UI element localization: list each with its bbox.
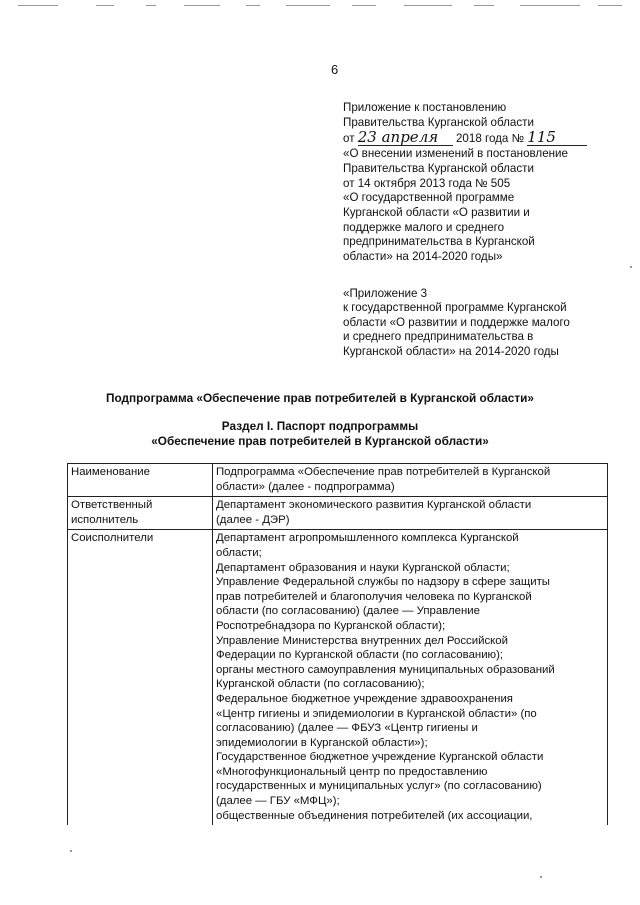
appendix-line: к государственной программе Курганской [343,301,567,315]
row-value-line: прав потребителей и благополучия человека по Курганской [216,590,532,603]
row-value-line: области (по согласованию) (далее — Управление [216,605,480,618]
table-row [68,497,608,530]
row-value-line: государственных и муниципальных услуг» (по согласованию) [216,780,542,793]
section-title [0,419,640,449]
year-number-label: 2018 года № [455,132,525,146]
row-value-line: (далее - ДЭР) [216,513,290,526]
row-value-line: «Многофункциональный центр по предоставлению [216,765,488,778]
row-value-line: Подпрограмма «Обеспечение прав потребителей в Курганской [216,466,551,478]
row-value-line: Департамент экономического развития Курганской области [216,499,532,512]
row-value-line: согласованию) (далее — ФБУЗ «Центр гигиены и [216,722,478,735]
row-label-cell [68,530,213,825]
amend-line: предпринимательства в Курганской [343,235,535,249]
header-line: Приложение к постановлению [343,101,507,114]
scan-speck [540,876,542,878]
row-value-line: Федеральное бюджетное учреждение здравоохранения [216,692,513,705]
amend-line: «О внесении изменений в постановление [343,147,568,161]
row-label: Ответственный [71,499,153,512]
row-value-line: Департамент агропромышленного комплекса Курганской [216,532,519,545]
row-label: Соисполнители [71,532,154,545]
row-value-cell [213,530,608,825]
row-value-line: области; [216,546,262,559]
amend-line: «О государственной программе [343,191,515,205]
row-value-line: Роспотребнадзора по Курганской области); [216,619,446,632]
row-value-cell [213,464,608,497]
approval-header [343,101,613,265]
appendix-line: и среднего предпринимательства в [343,330,534,344]
row-value-cell [213,497,608,530]
table-row [68,530,608,825]
scan-speck [70,850,72,852]
appendix-line: Курганской области» на 2014-2020 годы [343,344,559,358]
row-label-cell [68,464,213,497]
row-value-line: Курганской области (по согласованию); [216,678,425,691]
passport-table [67,463,608,825]
amend-line: поддержке малого и среднего [343,220,505,234]
appendix-line: «Приложение 3 [343,287,428,300]
row-value-line: органы местного самоуправления муниципальных образований [216,663,555,676]
row-label: исполнитель [71,513,139,526]
row-label: Наименование [71,466,150,478]
program-appendix-block [343,287,613,359]
handwritten-date: 23 апреля [358,130,453,146]
row-value-line: эпидемиологии в Курганской области»); [216,736,428,749]
section-subtitle-line: «Обеспечение прав потребителей в Курганской области» [151,434,489,448]
row-value-line: Управление Федеральной службы по надзору в сфере защиты [216,576,550,589]
row-label-cell [68,497,213,530]
row-value-line: Федерации по Курганской области (по согласованию); [216,649,504,662]
amend-line: Курганской области «О развитии и [343,205,530,219]
row-value-line: Департамент образования и науки Курганской области; [216,561,510,574]
scan-speck [630,266,632,268]
date-prefix: от [343,132,355,146]
date-number-line [343,130,613,147]
row-value-line: Управление Министерства внутренних дел Российской [216,634,508,647]
table-row [68,464,608,497]
row-value-line: (далее — ГБУ «МФЦ»); [216,795,340,808]
scan-edge-artifacts [0,5,640,11]
handwritten-number: 115 [527,130,587,146]
header-line: Правительства Курганской области [343,115,534,129]
row-value-line: «Центр гигиены и эпидемиологии в Курганской области» (по [216,707,537,720]
page-number: 6 [331,62,339,77]
row-value-line: Государственное бюджетное учреждение Курганской области [216,751,544,764]
amend-line: от 14 октября 2013 года № 505 [343,176,511,190]
section-title-line: Раздел I. Паспорт подпрограммы [221,419,419,433]
subprogram-title: Подпрограмма «Обеспечение прав потребителей в Курганской области» [106,391,534,405]
amend-line: области» на 2014-2020 годы» [343,250,503,264]
amend-line: Правительства Курганской области [343,161,534,175]
appendix-line: области «О развитии и поддержке малого [343,315,570,329]
row-value-line: области» (далее - подпрограмма) [216,480,395,493]
row-value-line: общественные объединения потребителей (их ассоциации, [216,809,533,822]
